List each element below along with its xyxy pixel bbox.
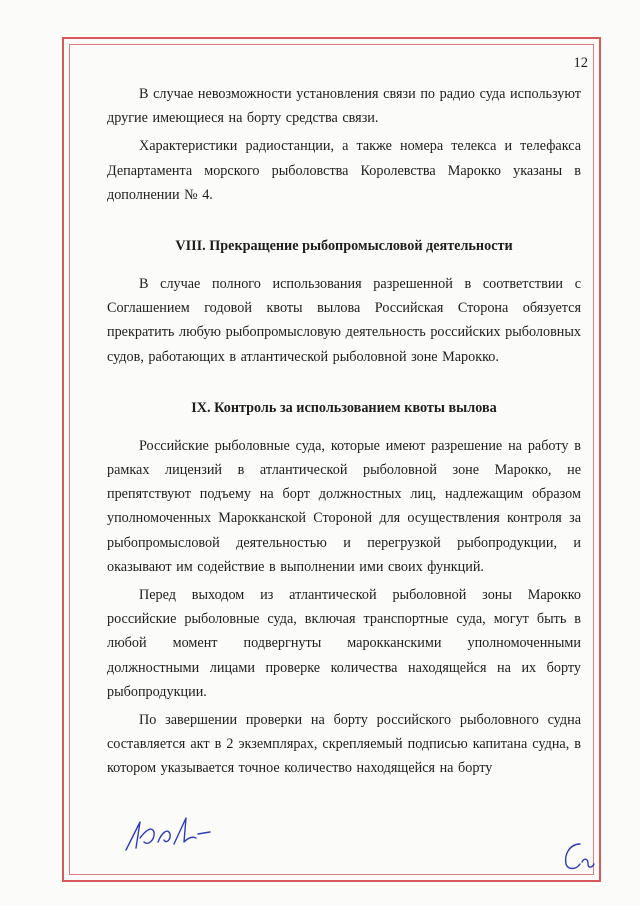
paragraph: По завершении проверки на борту российского рыболовного судна составляется акт в 2 экземплярах, скрепляемый подписью капитана судна, в котором указывается точное количество находящейся на борту bbox=[107, 712, 581, 777]
signature-right bbox=[560, 838, 600, 878]
paragraph: Перед выходом из атлантической рыболовной зоны Марокко российские рыболовные суда, включая транспортные суда, могут быть в любой момент подвергнуты марокканскими уполномоченными должностными лицами проверке количества находящейся на их борту рыбопродукции. bbox=[107, 587, 581, 700]
page-number: 12 bbox=[573, 55, 588, 71]
section-heading-ix: IX. Контроль за использованием квоты вылова bbox=[191, 399, 497, 416]
section-heading-viii: VIII. Прекращение рыбопромысловой деятельности bbox=[175, 238, 513, 255]
paragraph: Российские рыболовные суда, которые имеют разрешение на работу в рамках лицензий в атлантической рыболовной зоне Марокко, не препятствуют подъему на борт должностных лиц, надлежащим образом уполномоченных Марокканской Стороной для осуществления контроля за рыбопромысловой деятельностью и перегрузкой рыбопродукции, и оказывают им содействие в выполнении ими своих функций. bbox=[107, 437, 581, 575]
paragraph: В случае полного использования разрешенной в соответствии с Соглашением годовой квоты вылова Российская Сторона обязуется прекратить любую рыбопромысловую деятельность российских рыболовных судов, работающих в атлантической рыболовной зоне Марокко. bbox=[107, 276, 581, 365]
paragraph: В случае невозможности установления связи по радио суда используют другие имеющиеся на борту средства связи. bbox=[107, 86, 581, 127]
paragraph: Характеристики радиостанции, а также номера телекса и телефакса Департамента морского рыболовства Королевства Марокко указаны в дополнении № 4. bbox=[107, 138, 581, 203]
signature-left bbox=[118, 812, 228, 858]
document-body bbox=[107, 82, 581, 781]
